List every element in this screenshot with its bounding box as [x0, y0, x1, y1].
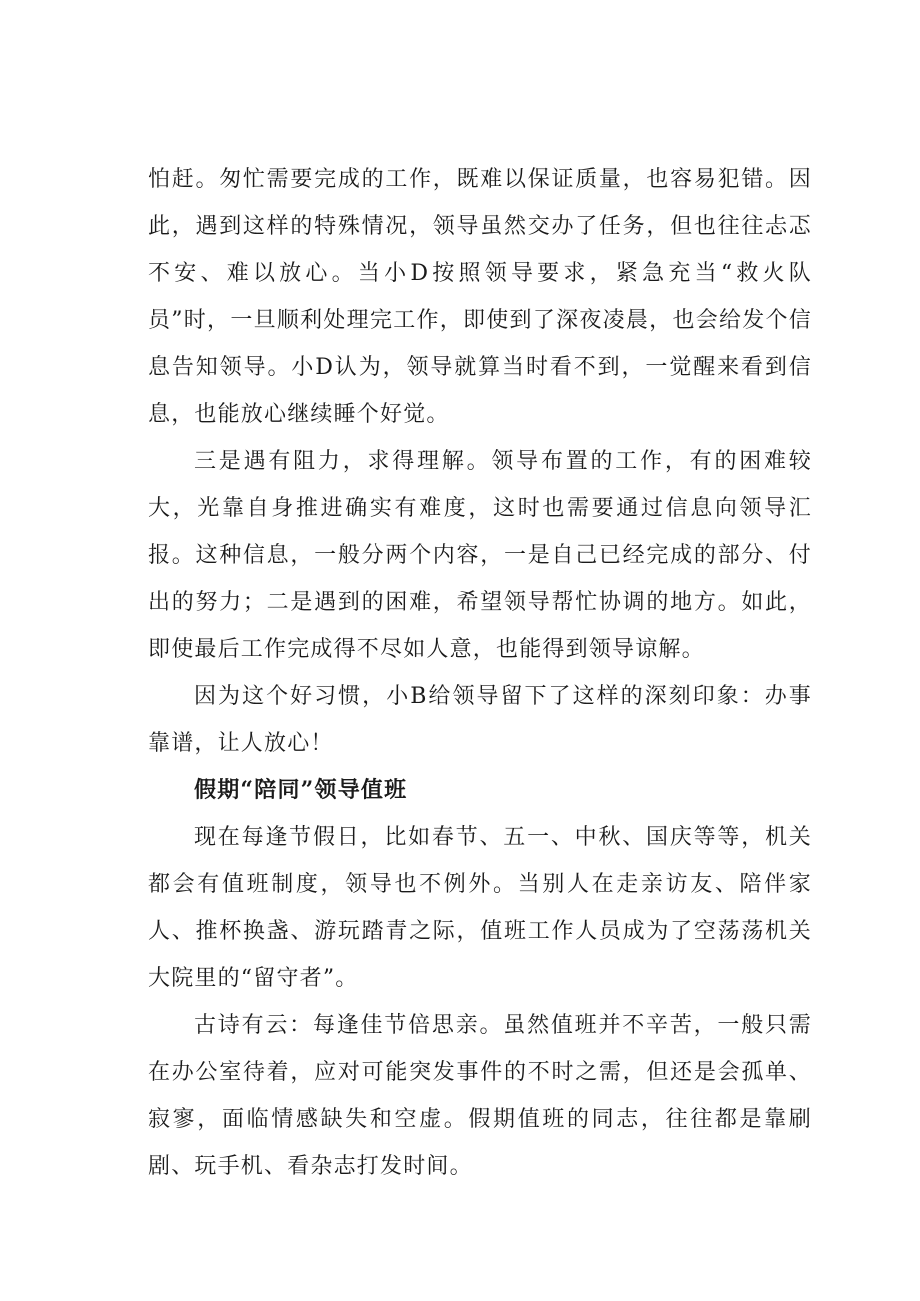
paragraph-continued: 怕赶。匆忙需要完成的工作，既难以保证质量，也容易犯错。因此，遇到这样的特殊情况，领导虽然交办了任务，但也往往忐忑不安、难以放心。当小D按照领导要求，紧急充当“救火队员”时，一旦顺利处理完工作，即使到了深夜凌晨，也会给发个信息告知领导。小D认为，领导就算当时看不到，一觉醒来看到信息，也能放心继续睡个好觉。 [148, 167, 812, 427]
document-body [148, 156, 812, 1190]
paragraph-ancient-poem: 古诗有云：每逢佳节倍思亲。虽然值班并不辛苦，一般只需在办公室待着，应对可能突发事件的不时之需，但还是会孤单、寂寥，面临情感缺失和空虚。假期值班的同志，往往都是靠刷剧、玩手机、看杂志打发时间。 [148, 1013, 812, 1179]
paragraph-conclusion: 因为这个好习惯，小B给领导留下了这样的深刻印象：办事靠谱，让人放心！ [148, 684, 812, 756]
paragraph-point-three: 三是遇有阻力，求得理解。领导布置的工作，有的困难较大，光靠自身推进确实有难度，这时也需要通过信息向领导汇报。这种信息，一般分两个内容，一是自己已经完成的部分、付出的努力；二是遇到的困难，希望领导帮忙协调的地方。如此，即使最后工作完成得不尽如人意，也能得到领导谅解。 [148, 449, 812, 662]
section-heading: 假期“陪同”领导值班 [194, 777, 408, 803]
paragraph-holiday-duty: 现在每逢节假日，比如春节、五一、中秋、国庆等等，机关都会有值班制度，领导也不例外。当别人在走亲访友、陪伴家人、推杯换盏、游玩踏青之际，值班工作人员成为了空荡荡机关大院里的“留守者”。 [148, 825, 812, 991]
